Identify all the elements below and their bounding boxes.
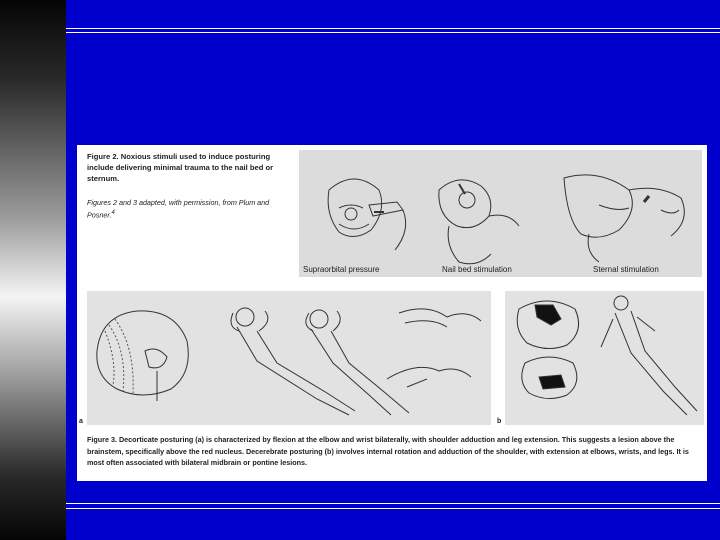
bottom-rule-1 xyxy=(66,503,720,504)
figure-credit-text: Figures 2 and 3 adapted, with permission, from Plum and Posner. xyxy=(87,198,270,220)
figure-credit xyxy=(87,197,287,220)
label-nail-bed-stimulation: Nail bed stimulation xyxy=(442,265,512,274)
figure-2-illustration-panel xyxy=(299,150,702,277)
decerebrate-posture-drawing xyxy=(505,291,704,425)
top-rule-1 xyxy=(66,28,720,29)
figure-credit-ref: 4 xyxy=(111,210,115,216)
label-sternal-stimulation: Sternal stimulation xyxy=(593,265,659,274)
figure-3a-decorticate-illustration xyxy=(79,291,491,425)
label-supraorbital-pressure: Supraorbital pressure xyxy=(303,265,380,274)
figure-3-panel-a-letter: a xyxy=(79,418,83,425)
left-gradient-bar xyxy=(0,0,66,540)
figure-2-illustration xyxy=(299,150,702,277)
figure-3-caption: Figure 3. Decorticate posturing (a) is characterized by flexion at the elbow and wrist bilaterally, with shoulder adduction and leg extension. This suggests a lesion above the brainstem, specifically above the red nucleus. Decerebrate posturing (b) involves internal rotation and adduction of the shoulder, with extension at elbows, wrists, and legs. It is most often associated with bilateral midbrain or pontine lesions. xyxy=(87,435,689,467)
figure-3b-decerebrate-illustration xyxy=(497,291,704,425)
top-rule-2 xyxy=(66,32,720,33)
figure-2-caption: Figure 2. Noxious stimuli used to induce posturing include delivering minimal trauma to the nail bed or sternum. xyxy=(87,152,274,183)
slide-content-panel xyxy=(77,145,707,481)
bottom-rule-2 xyxy=(66,508,720,509)
decorticate-posture-drawing xyxy=(87,291,491,425)
figure-3-panel-b-letter: b xyxy=(497,418,502,425)
